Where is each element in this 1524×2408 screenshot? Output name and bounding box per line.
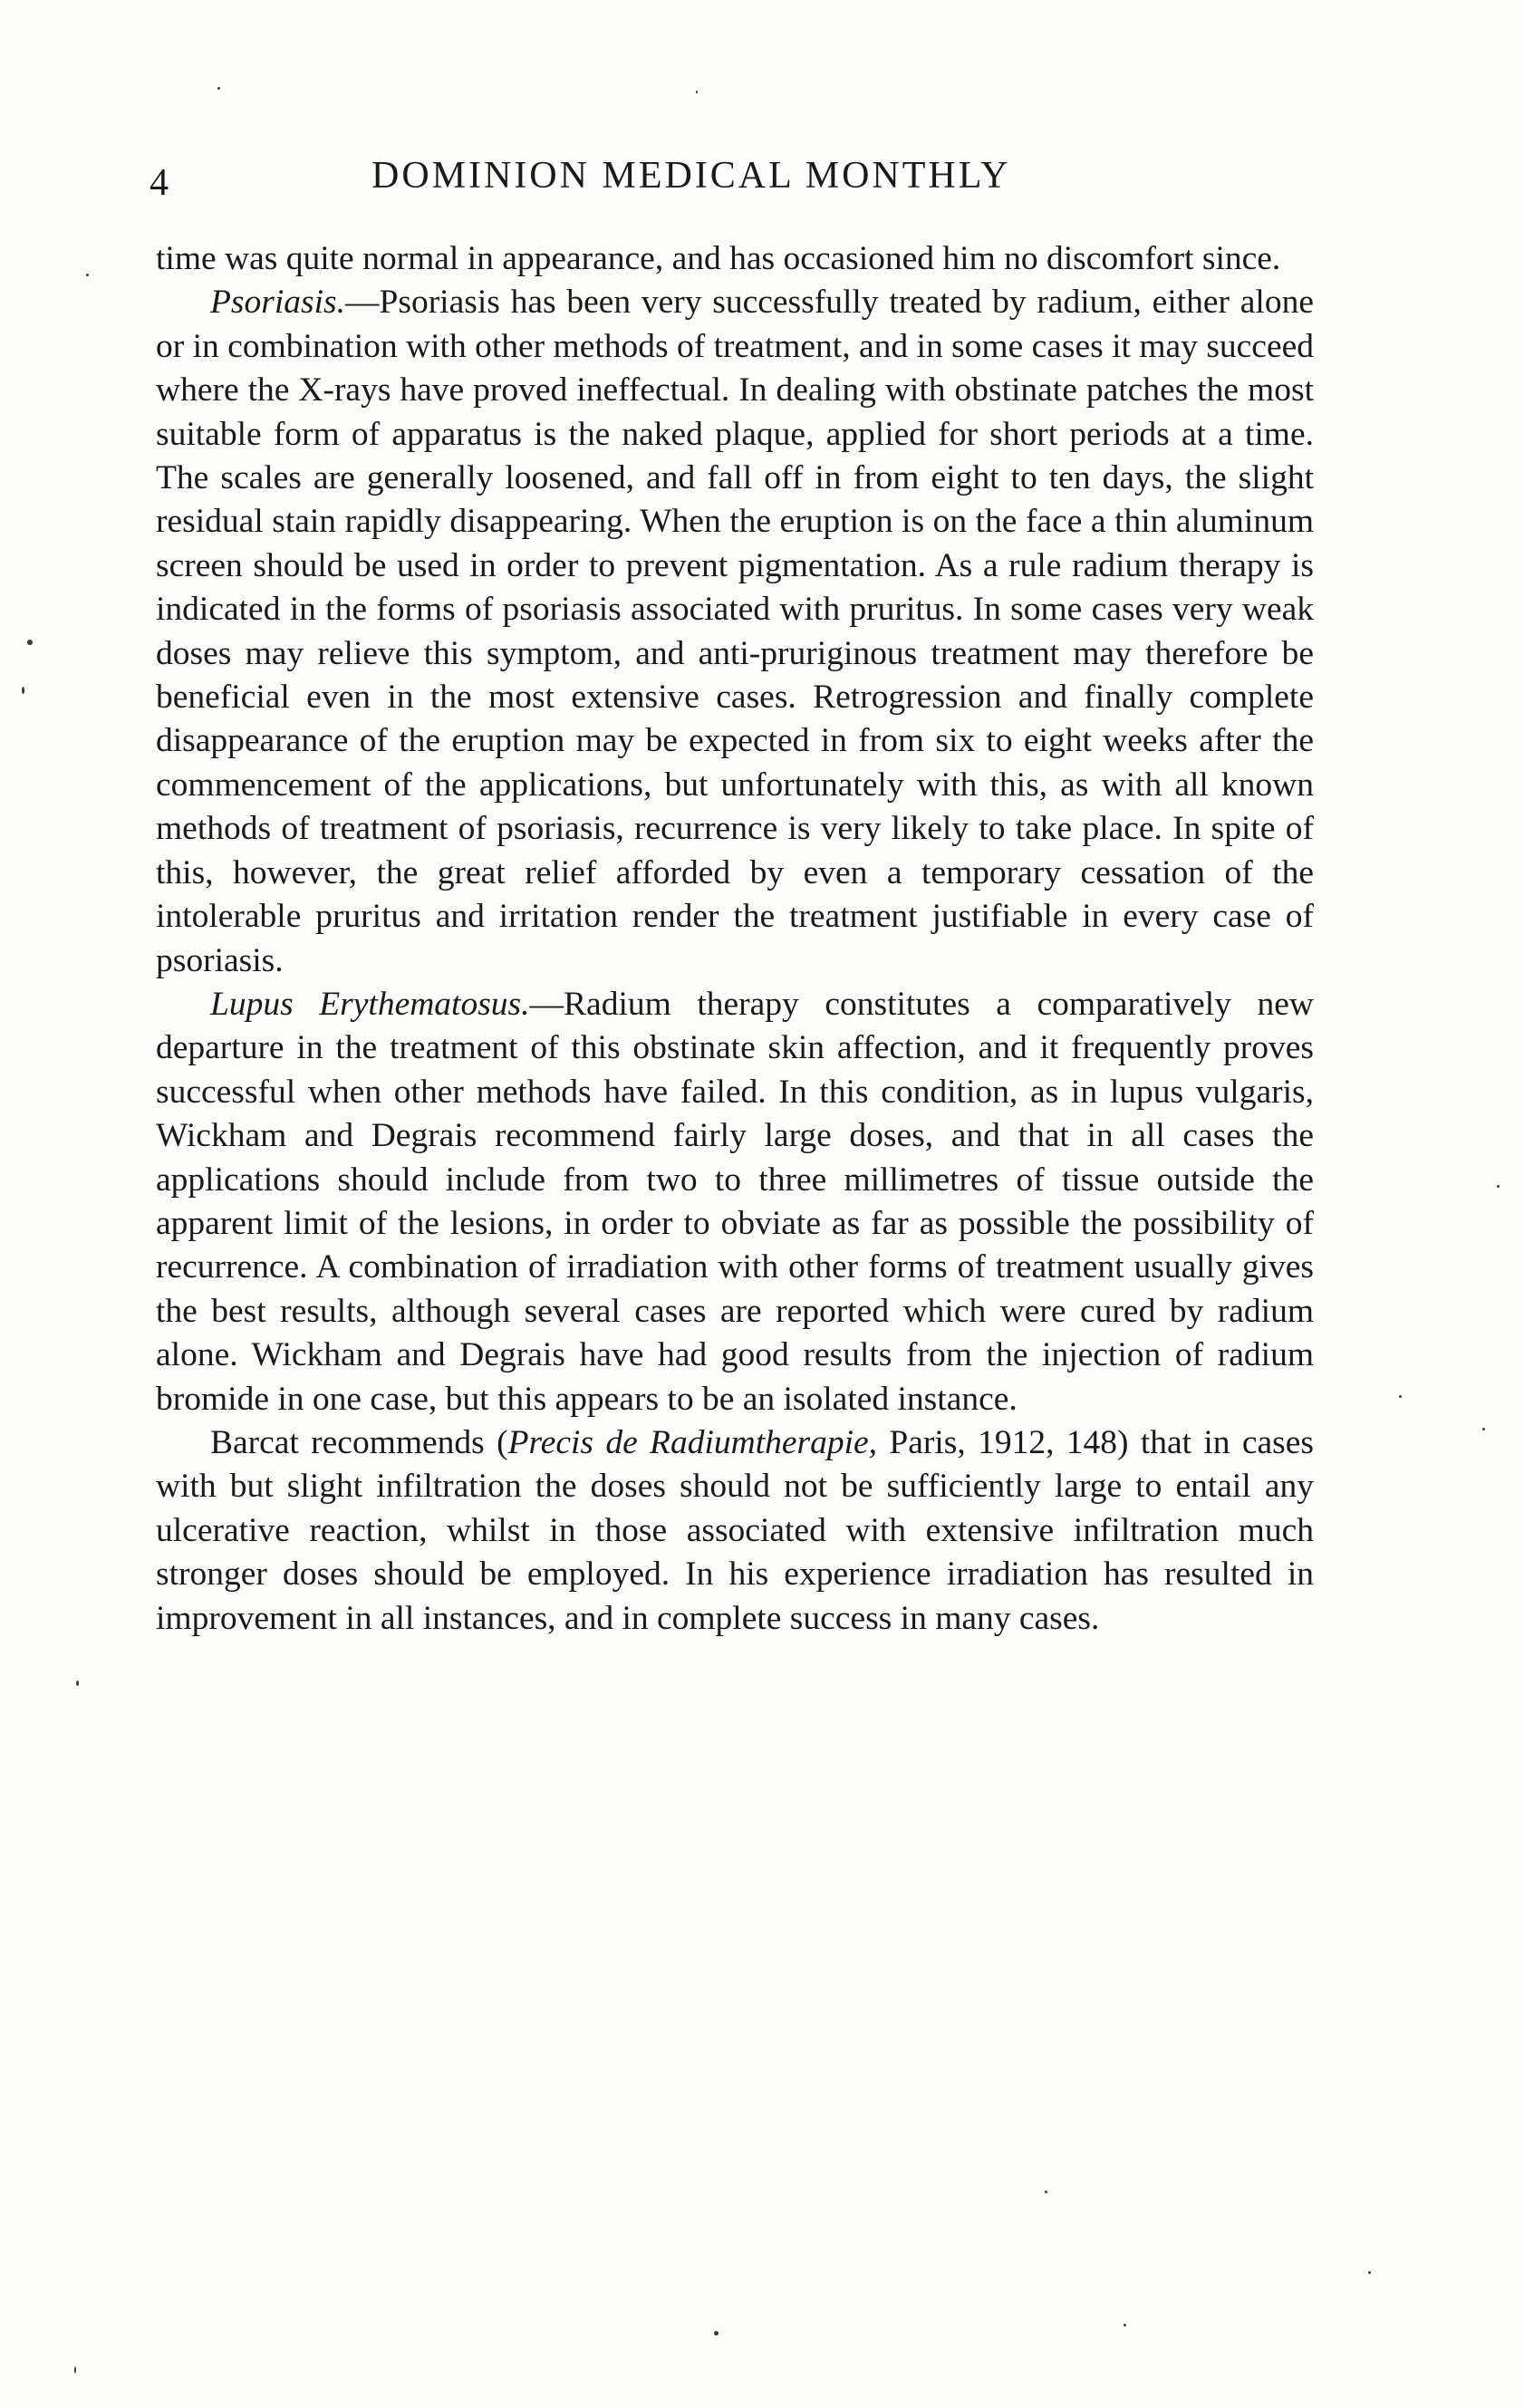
scan-speck bbox=[1482, 1428, 1485, 1430]
scan-speck bbox=[74, 2366, 76, 2374]
scan-speck bbox=[76, 1681, 79, 1686]
scan-speck bbox=[1045, 2191, 1047, 2193]
paragraph-lupus-erythematosus bbox=[156, 983, 1314, 1421]
section-heading-psoriasis: Psoriasis. bbox=[210, 284, 345, 322]
running-title: DOMINION MEDICAL MONTHLY bbox=[371, 155, 1011, 197]
scan-speck bbox=[27, 640, 33, 645]
paragraph-text-pre: Barcat recommends ( bbox=[210, 1423, 508, 1461]
page-header bbox=[150, 154, 1083, 217]
paragraph-text: —Radium therapy constitutes a comparatively new departure in the treatment of this obstinate skin affection, and it frequently proves successful when other methods have failed. In this condition, as in lupus vulgaris, Wickham and Degrais recommend fairly large doses, and that in all cases the applications should include from two to three millimetres of tissue outside the apparent limit of the lesions, in order to obviate as far as possible the possibility of recurrence. A combination of irradiation with other forms of treatment usually gives the best results, although several cases are reported which were cured by radium alone. Wickham and Degrais have had good results from the injection of radium bromide in one case, but this appears to be an isolated instance. bbox=[156, 985, 1315, 1418]
article-body bbox=[156, 237, 1314, 1641]
citation-title: Precis de Radiumtherapie, bbox=[507, 1423, 878, 1461]
scan-speck bbox=[696, 91, 698, 93]
paragraph-psoriasis bbox=[156, 281, 1314, 983]
scan-speck bbox=[217, 87, 220, 90]
scan-speck bbox=[22, 687, 24, 694]
scan-speck bbox=[86, 274, 89, 276]
scan-speck bbox=[1368, 2271, 1371, 2274]
scan-speck bbox=[1497, 1185, 1500, 1188]
scan-speck bbox=[1399, 1395, 1402, 1398]
paragraph-text: Paris, 1912, 148) that in cases with but slight infiltration the doses should not be sufficiently large to entail any ulcerative reaction, whilst in those associated with extensive infiltration much stronger doses should be employed. In his experience irradiation has resulted in improvement in all instances, and in complete success in many cases. bbox=[156, 1423, 1314, 1637]
page-number: 4 bbox=[150, 162, 169, 204]
paragraph-continuation bbox=[156, 237, 1314, 281]
paragraph-text: —Psoriasis has been very successfully treated by radium, either alone or in combination with other methods of treatment, and in some cases it may succeed where the X-rays have proved ineffectual. In dealing with obstinate patches the most suitable form of apparatus is the naked plaque, applied for short periods at a time. The scales are generally loosened, and fall off in from eight to ten days, the slight residual stain rapidly disappearing. When the eruption is on the face a thin aluminum screen should be used in order to prevent pigmentation. As a rule radium therapy is indicated in the forms of psoriasis associated with pruritus. In some cases very weak doses may relieve this symptom, and anti-pruriginous treatment may therefore be beneficial even in the most extensive cases. Retrogression and finally complete disappearance of the eruption may be expected in from six to eight weeks after the commencement of the applications, but unfortunately with this, as with all known methods of treatment of psoriasis, recurrence is very likely to take place. In spite of this, however, the great relief afforded by even a temporary cessation of the intolerable pruritus and irritation render the treatment justifiable in every case of psoriasis. bbox=[156, 284, 1314, 979]
scan-speck bbox=[714, 2331, 719, 2336]
paragraph-text: time was quite normal in appearance, and has occasioned him no discomfort since. bbox=[156, 240, 1281, 277]
scan-speck bbox=[1124, 2324, 1126, 2326]
section-heading-lupus-erythematosus: Lupus Erythematosus. bbox=[210, 985, 530, 1023]
paragraph-barcat bbox=[156, 1421, 1314, 1641]
